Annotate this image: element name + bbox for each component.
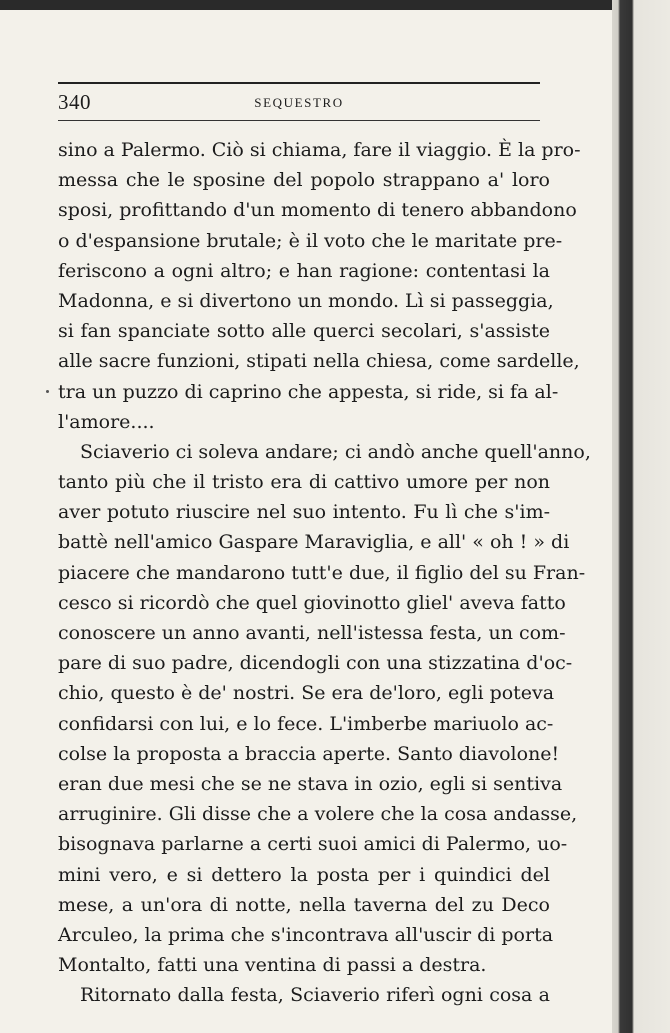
text-line: Madonna, e si divertono un mondo. Lì si passeggia, xyxy=(58,289,554,312)
text-line: conoscere un anno avanti, nell'istessa festa, un com- xyxy=(58,622,566,644)
text-line: sino a Palermo. Ciò si chiama, fare il viaggio. È la pro- xyxy=(58,139,581,161)
text-line: Ritornato dalla festa, Sciaverio riferì ogni cosa a xyxy=(80,984,550,1007)
text-line: messa che le sposine del popolo strappano a' loro xyxy=(58,169,550,192)
scan-top-edge xyxy=(0,0,670,10)
text-line: Montalto, fatti una ventina di passi a destra. xyxy=(58,954,487,977)
text-line: eran due mesi che se ne stava in ozio, egli si sentiva xyxy=(58,772,563,795)
margin-mark xyxy=(46,390,49,393)
text-line: confidarsi con lui, e lo fece. L'imberbe mariuolo ac- xyxy=(58,712,554,735)
text-line: sposi, profittando d'un momento di tenero abbandono xyxy=(58,199,577,222)
text-line: chio, questo è de' nostri. Se era de'loro, egli poteva xyxy=(58,682,555,705)
text-line: mese, a un'ora di notte, nella taverna del zu Deco xyxy=(58,893,550,916)
text-line: battè nell'amico Gaspare Maraviglia, e all' « oh ! » di xyxy=(58,531,570,554)
text-line: cesco si ricordò che quel giovinotto gliel' aveva fatto xyxy=(58,591,566,614)
text-line: pare di suo padre, dicendogli con una stizzatina d'oc- xyxy=(58,652,573,675)
text-line: feriscono a ogni altro; e han ragione: contentasi la xyxy=(58,259,550,282)
text-line: colse la proposta a braccia aperte. Santo diavolone! xyxy=(58,742,560,765)
header-rule-bottom xyxy=(58,120,540,121)
text-line: Arculeo, la prima che s'incontrava all'uscir di porta xyxy=(58,923,554,946)
text-line: aver potuto riuscire nel suo intento. Fu lì che s'im- xyxy=(58,501,550,524)
text-line: o d'espansione brutale; è il voto che le maritate pre- xyxy=(58,229,563,252)
text-line: tra un puzzo di caprino che appesta, si ride, si fa al- xyxy=(58,380,559,403)
text-line: tanto più che il tristo era di cattivo umore per non xyxy=(58,471,550,494)
text-line: alle sacre funzioni, stipati nella chiesa, come sardelle, xyxy=(58,350,580,373)
text-line: piacere che mandarono tutt'e due, il figlio del su Fran- xyxy=(58,561,586,584)
body-text xyxy=(58,135,591,1010)
header-rule-top xyxy=(58,82,540,84)
book-gutter xyxy=(612,0,670,1033)
text-line: arruginire. Gli disse che a volere che la cosa andasse, xyxy=(58,803,578,826)
text-line: bisognava parlarne a certi suoi amici di Palermo, uo- xyxy=(58,833,568,856)
page-number: 340 xyxy=(58,90,91,114)
text-line: mini vero, e si dettero la posta per i quindici del xyxy=(58,863,550,886)
text-line: l'amore.... xyxy=(58,410,155,433)
text-line: Sciaverio ci soleva andare; ci andò anche quell'anno, xyxy=(80,440,591,463)
text-line: si fan spanciate sotto alle querci secolari, s'assiste xyxy=(58,320,550,343)
running-title: SEQUESTRO xyxy=(254,95,344,110)
